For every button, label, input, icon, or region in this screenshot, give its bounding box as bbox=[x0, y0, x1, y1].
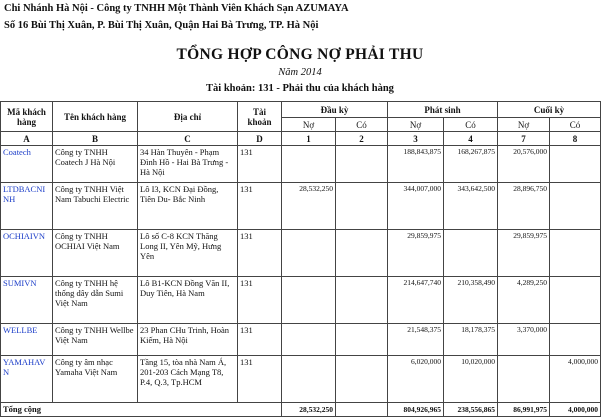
header-closing-credit: Có bbox=[550, 118, 601, 132]
total-closing-credit: 4,000,000 bbox=[550, 403, 601, 417]
header-activity: Phát sinh bbox=[388, 102, 498, 118]
activity-debit: 21,548,375 bbox=[388, 324, 444, 356]
company-address: Số 16 Bùi Thị Xuân, P. Bùi Thị Xuân, Quận Hai Bà Trưng, TP. Hà Nội bbox=[4, 20, 319, 31]
customer-address: Lô I3, KCN Đại Đồng, Tiên Du- Bắc Ninh bbox=[138, 183, 238, 230]
customer-code[interactable]: WELLBE bbox=[1, 324, 53, 356]
account-number: 131 bbox=[238, 324, 282, 356]
account-number: 131 bbox=[238, 230, 282, 277]
account-number: 131 bbox=[238, 277, 282, 324]
header-closing-debit: Nợ bbox=[498, 118, 550, 132]
total-label: Tổng cộng bbox=[1, 403, 282, 417]
header-customer-name: Tên khách hàng bbox=[53, 102, 138, 132]
closing-debit: 3,370,000 bbox=[498, 324, 550, 356]
closing-credit bbox=[550, 324, 601, 356]
activity-credit: 168,267,875 bbox=[444, 146, 498, 183]
report-title: TỔNG HỢP CÔNG NỢ PHẢI THU bbox=[176, 46, 424, 63]
customer-name: Công ty TNHH Wellbe Việt Nam bbox=[53, 324, 138, 356]
customer-code[interactable]: LTDBACNINH bbox=[1, 183, 53, 230]
customer-address: Tầng 15, tòa nhà Nam Á, 201-203 Cách Mạng T8, P.4, Q.3, Tp.HCM bbox=[138, 356, 238, 403]
customer-name: Công ty âm nhạc Yamaha Việt Nam bbox=[53, 356, 138, 403]
closing-credit: 4,000,000 bbox=[550, 356, 601, 403]
opening-debit bbox=[282, 230, 336, 277]
customer-address: Lô số C-8 KCN Thăng Long II, Yên Mỹ, Hưng Yên bbox=[138, 230, 238, 277]
account-number: 131 bbox=[238, 183, 282, 230]
activity-debit: 188,843,875 bbox=[388, 146, 444, 183]
column-code: 8 bbox=[550, 132, 601, 146]
column-code: 3 bbox=[388, 132, 444, 146]
customer-name: Công ty TNHH hệ thống dây dẫn Sumi Việt Nam bbox=[53, 277, 138, 324]
account-number: 131 bbox=[238, 146, 282, 183]
table-row bbox=[1, 324, 601, 356]
table-row bbox=[1, 230, 601, 277]
closing-credit bbox=[550, 183, 601, 230]
closing-credit bbox=[550, 277, 601, 324]
customer-address: 23 Phan CHu Trinh, Hoàn Kiếm, Hà Nội bbox=[138, 324, 238, 356]
closing-credit bbox=[550, 230, 601, 277]
column-code: 1 bbox=[282, 132, 336, 146]
total-opening-credit bbox=[336, 403, 388, 417]
closing-debit: 29,859,975 bbox=[498, 230, 550, 277]
company-name: Chi Nhánh Hà Nội - Công ty TNHH Một Thành Viên Khách Sạn AZUMAYA bbox=[4, 3, 349, 14]
customer-name: Công ty TNHH Việt Nam Tabuchi Electric bbox=[53, 183, 138, 230]
activity-credit: 343,642,500 bbox=[444, 183, 498, 230]
opening-credit bbox=[336, 146, 388, 183]
customer-address: Lô B1-KCN Đồng Văn II, Duy Tiên, Hà Nam bbox=[138, 277, 238, 324]
opening-credit bbox=[336, 230, 388, 277]
customer-code[interactable]: OCHIAIVN bbox=[1, 230, 53, 277]
header-opening-credit: Có bbox=[336, 118, 388, 132]
header-customer-code: Mã khách hàng bbox=[1, 102, 53, 132]
report-account: Tài khoản: 131 - Phải thu của khách hàng bbox=[206, 83, 394, 94]
opening-debit bbox=[282, 356, 336, 403]
customer-code[interactable]: Coatech bbox=[1, 146, 53, 183]
header-activity-credit: Có bbox=[444, 118, 498, 132]
column-code: C bbox=[138, 132, 238, 146]
header-account: Tài khoản bbox=[238, 102, 282, 132]
activity-credit: 10,020,000 bbox=[444, 356, 498, 403]
column-code: D bbox=[238, 132, 282, 146]
table-row bbox=[1, 183, 601, 230]
customer-code[interactable]: SUMIVN bbox=[1, 277, 53, 324]
total-activity-debit: 804,926,965 bbox=[388, 403, 444, 417]
opening-debit bbox=[282, 277, 336, 324]
total-closing-debit: 86,991,975 bbox=[498, 403, 550, 417]
header-activity-debit: Nợ bbox=[388, 118, 444, 132]
closing-debit: 4,289,250 bbox=[498, 277, 550, 324]
table-row bbox=[1, 356, 601, 403]
column-code: 4 bbox=[444, 132, 498, 146]
activity-credit: 18,178,375 bbox=[444, 324, 498, 356]
opening-credit bbox=[336, 183, 388, 230]
closing-credit bbox=[550, 146, 601, 183]
opening-debit bbox=[282, 146, 336, 183]
opening-debit bbox=[282, 324, 336, 356]
opening-debit: 28,532,250 bbox=[282, 183, 336, 230]
activity-debit: 6,020,000 bbox=[388, 356, 444, 403]
closing-debit bbox=[498, 356, 550, 403]
column-code: B bbox=[53, 132, 138, 146]
opening-credit bbox=[336, 324, 388, 356]
closing-debit: 28,896,750 bbox=[498, 183, 550, 230]
activity-debit: 29,859,975 bbox=[388, 230, 444, 277]
column-code: A bbox=[1, 132, 53, 146]
activity-debit: 214,647,740 bbox=[388, 277, 444, 324]
header-opening: Đầu kỳ bbox=[282, 102, 388, 118]
total-row bbox=[1, 403, 601, 417]
header-closing: Cuối kỳ bbox=[498, 102, 601, 118]
customer-name: Công ty TNHH OCHIAI Việt Nam bbox=[53, 230, 138, 277]
header-address: Địa chỉ bbox=[138, 102, 238, 132]
activity-debit: 344,007,000 bbox=[388, 183, 444, 230]
header-opening-debit: Nợ bbox=[282, 118, 336, 132]
customer-name: Công ty TNHH Coatech J Hà Nội bbox=[53, 146, 138, 183]
column-code: 7 bbox=[498, 132, 550, 146]
column-code: 2 bbox=[336, 132, 388, 146]
total-activity-credit: 238,556,865 bbox=[444, 403, 498, 417]
customer-address: 34 Hàn Thuyên - Phạm Đình Hồ - Hai Bà Trưng - Hà Nội bbox=[138, 146, 238, 183]
opening-credit bbox=[336, 356, 388, 403]
opening-credit bbox=[336, 277, 388, 324]
account-number: 131 bbox=[238, 356, 282, 403]
report-year: Năm 2014 bbox=[278, 67, 322, 78]
closing-debit: 20,576,000 bbox=[498, 146, 550, 183]
activity-credit: 210,358,490 bbox=[444, 277, 498, 324]
customer-code[interactable]: YAMAHAVN bbox=[1, 356, 53, 403]
activity-credit bbox=[444, 230, 498, 277]
total-opening-debit: 28,532,250 bbox=[282, 403, 336, 417]
table-row bbox=[1, 277, 601, 324]
table-row bbox=[1, 146, 601, 183]
receivables-table bbox=[0, 101, 601, 417]
